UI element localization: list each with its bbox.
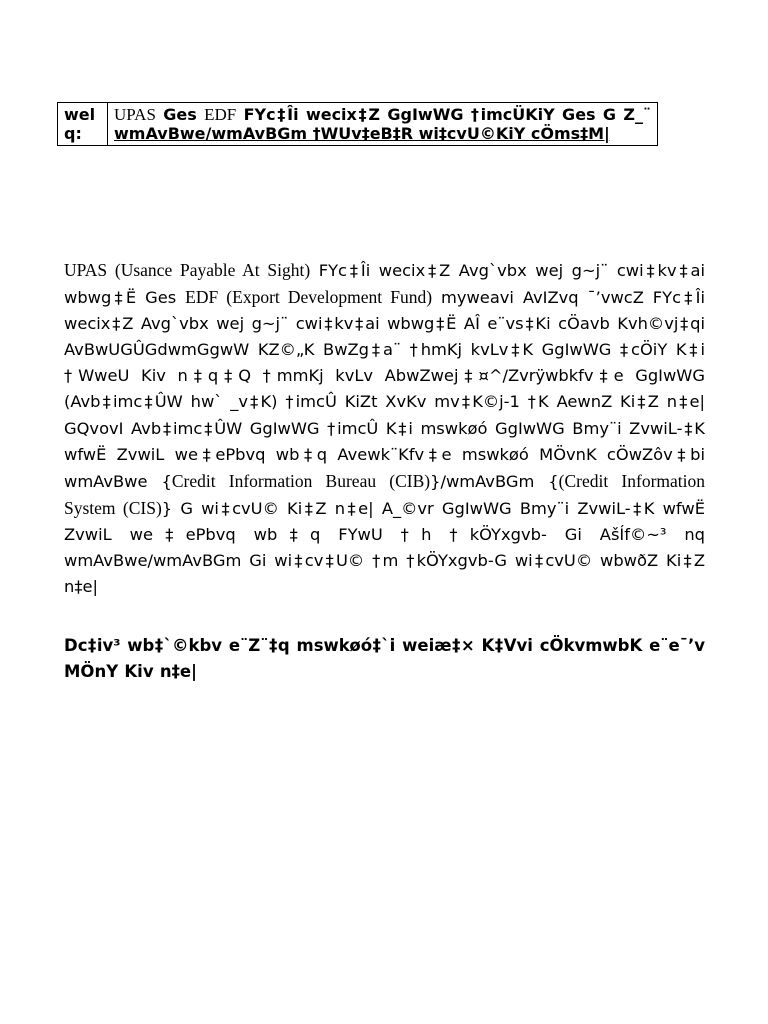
- cis-fullform: (Credit Information System (CIS): [64, 470, 705, 518]
- subject-label: wel q:: [58, 103, 108, 146]
- subject-row: [58, 103, 658, 146]
- cib-fullform: Credit Information Bureau (CIB): [171, 470, 431, 491]
- subject-underlined-text: wmAvBwe/wmAvBGm †WUv‡eB‡R wi‡cvU©KiY cÖms‡M|: [114, 124, 610, 143]
- body-paragraph-2: Dc‡iv³ wb‡`©kbv e¨Z¨‡q mswkøó‡`i weiæ‡× K‡Vvi cÖkvmwbK e¨e¯’v MÖnY Kiv n‡e|: [64, 636, 705, 681]
- upas-fullform: UPAS (Usance Payable At Sight): [64, 260, 311, 280]
- subject-edf: EDF: [204, 105, 237, 124]
- para1-text-b: myweavi AvIZvq ¯’vwcZ FYc‡Îi wecix‡Z Avg`vbx wej g~j¨ cwi‡kv‡ai wbwg‡Ë AÎ e¨vs‡Ki cÖavb Kvh©vj‡qi AvBwUGÛGdwmGgwW KZ©„K BwZg‡a¨ †hmKj kvLv‡K GgIwWG ‡cÖiY K‡i †WweU Kiv n‡q‡Q †mmKj kvLv AbwZwej‡¤^/Zvrÿwbkfv‡e GgIwWG (Avb‡imc‡ÛW hw` _v‡K) †imcÛ KiZt XvKv mv‡K©j-1 †K AewnZ Ki‡Z n‡e| GQvovI Avb‡imc‡ÛW GgIwWG †imcÛ K‡i mswkøó GgIwWG Bmy¨i ZvwiL-‡K wfwË ZvwiL we‡ePbvq wb‡q Avewk¨Kfv‡e mswkøó MÖvnK cÖwZôv‡bi wmAvBwe {: [64, 288, 705, 491]
- para1-text-d: } G wi‡cvU© Ki‡Z n‡e| A_©vr GgIwWG Bmy¨i ZvwiL-‡K wfwË ZvwiL we‡ePbvq wb‡q FYwU †h †kÖYxgvb- Gi AšÍf©~³ nq wmAvBwe/wmAvBGm Gi wi‡cv‡U© †m †kÖYxgvb-G wi‡cvU© wbwðZ Ki‡Z n‡e|: [64, 498, 705, 597]
- subject-text-2: FYc‡Îi wecix‡Z GgIwWG †imcÜKiY Ges G Z_¨: [236, 105, 651, 124]
- subject-table: [57, 102, 658, 146]
- body-paragraph-1: [64, 257, 705, 600]
- para1-text-a: FYc‡Îi wecix‡Z Avg`vbx wej g~j¨ cwi‡kv‡ai wbwg‡Ë Ges: [64, 261, 705, 308]
- subject-upas: UPAS: [114, 105, 156, 124]
- edf-fullform: EDF (Export Development Fund): [185, 287, 433, 308]
- para1-text-c: }/wmAvBGm {: [430, 471, 559, 491]
- subject-text-1: Ges: [155, 105, 205, 124]
- subject-content: [108, 103, 658, 146]
